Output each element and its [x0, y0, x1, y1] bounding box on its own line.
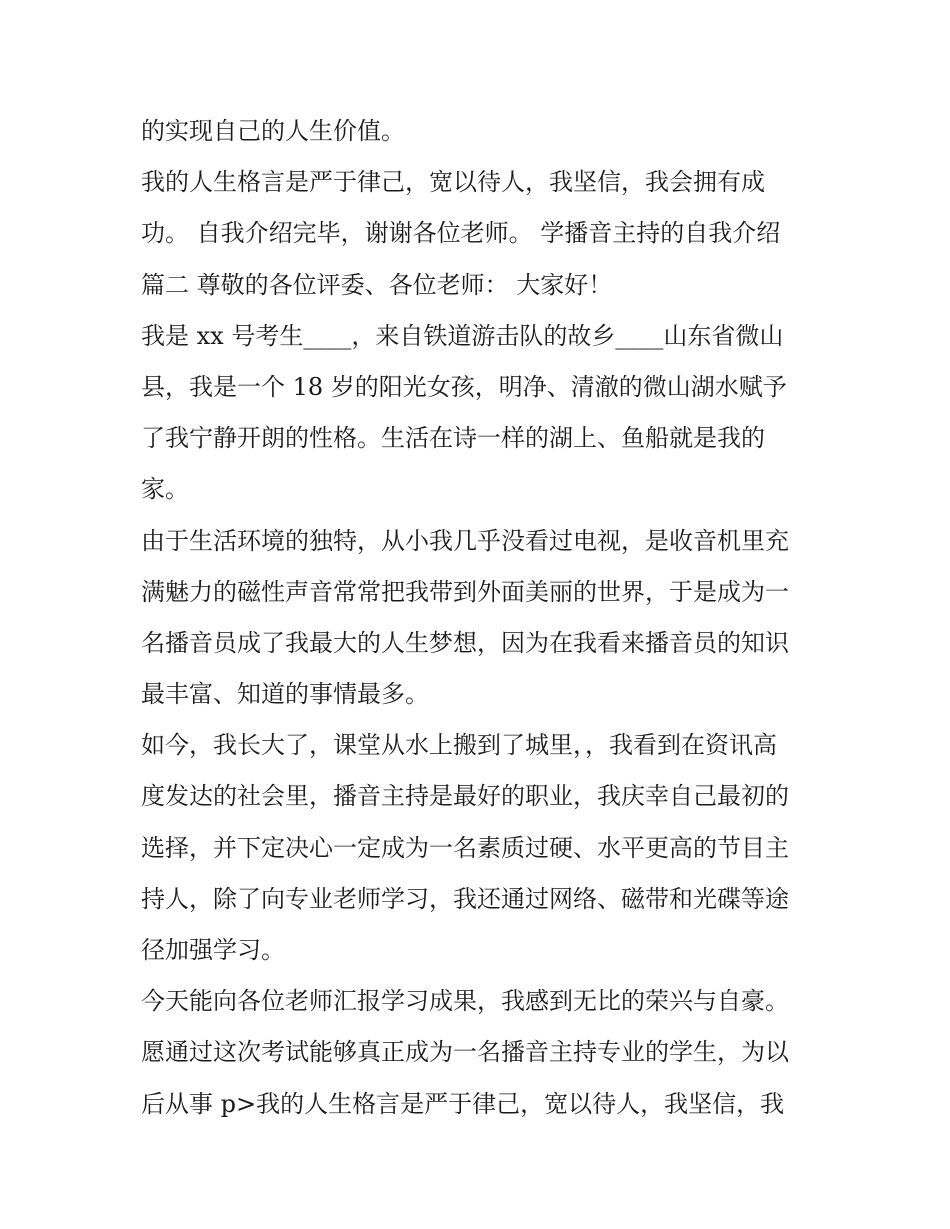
- text-line: 愿通过这次考试能够真正成为一名播音主持专业的学生，为以: [141, 1038, 789, 1067]
- text-line: 县，我是一个 18 岁的阳光女孩，明净、清澈的微山湖水赋予: [141, 372, 787, 401]
- text-line: 由于生活环境的独特，从小我几乎没看过电视，是收音机里充: [141, 526, 789, 555]
- text-line: 后从事 p>我的人生格言是严于律己，宽以待人，我坚信，我: [141, 1089, 785, 1118]
- text-line: 我的人生格言是严于律己，宽以待人，我坚信，我会拥有成: [141, 168, 765, 197]
- text-line: 我是 xx 号考生____，来自铁道游击队的故乡____山东省微山: [141, 321, 784, 350]
- text-line: 径加强学习。: [141, 936, 285, 964]
- text-line: 最丰富、知道的事情最多。: [141, 680, 429, 709]
- text-line: 如今，我长大了，课堂从水上搬到了城里，，我看到在资讯高: [141, 731, 777, 760]
- text-line: 持人，除了向专业老师学习，我还通过网络、磁带和光碟等途: [141, 884, 789, 913]
- text-line: 的实现自己的人生价值。: [141, 117, 405, 145]
- text-line: 功。 自我介绍完毕，谢谢各位老师。 学播音主持的自我介绍: [141, 219, 781, 248]
- text-line: 家。: [141, 475, 189, 504]
- text-line: 名播音员成了我最大的人生梦想，因为在我看来播音员的知识: [141, 628, 789, 657]
- document-body: [141, 106, 821, 1130]
- text-line: 篇二 尊敬的各位评委、各位老师： 大家好！: [141, 270, 613, 299]
- text-line: 满魅力的磁性声音常常把我带到外面美丽的世界，于是成为一: [141, 577, 789, 606]
- text-line: 今天能向各位老师汇报学习成果，我感到无比的荣兴与自豪。: [141, 987, 789, 1016]
- text-line: 度发达的社会里，播音主持是最好的职业，我庆幸自己最初的: [141, 782, 789, 811]
- text-line: 了我宁静开朗的性格。生活在诗一样的湖上、鱼船就是我的: [141, 424, 765, 453]
- text-line: 选择，并下定决心一定成为一名素质过硬、水平更高的节目主: [141, 833, 789, 862]
